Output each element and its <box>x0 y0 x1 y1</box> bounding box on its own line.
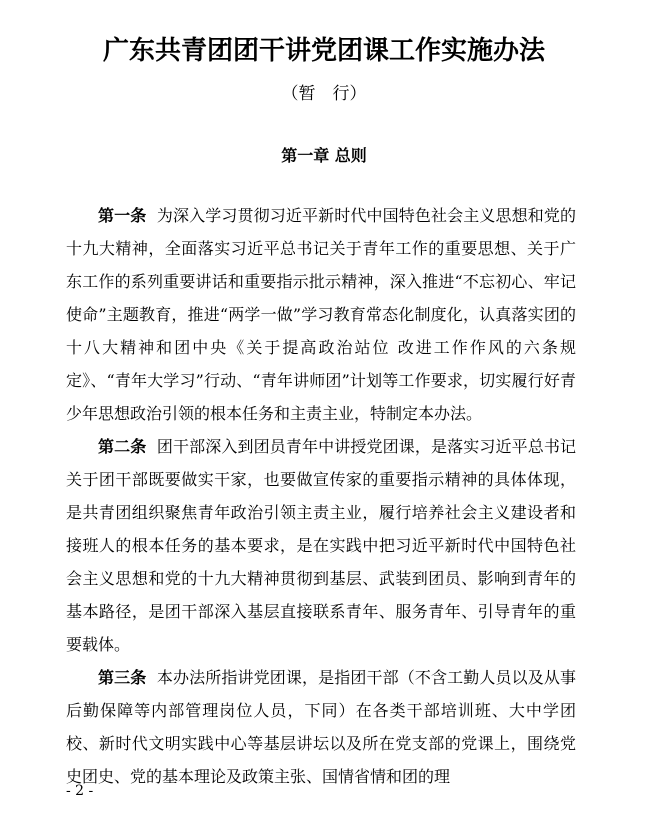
article-text: 为深入学习贯彻习近平新时代中国特色社会主义思想和党的十九大精神，全面落实习近平总书记关于青年工作的重要思想、关于广东工作的系列重要讲话和重要指示批示精神，深入推进“不忘初心、牢记使命”主题教育，推进“两学一做”学习教育常态化制度化，认真落实团的十八大精神和团中央《关于提高政治站位 改进工作作风的六条规定》、“青年大学习”行动、“青年讲师团”计划等工作要求，切实履行好青少年思想政治引领的根本任务和主责主业，特制定本办法。 <box>66 206 576 423</box>
article-3 <box>66 661 576 793</box>
article-number: 第一条 <box>98 206 147 225</box>
article-text: 本办法所指讲党团课，是指团干部（不含工勤人员以及从事后勤保障等内部管理岗位人员，下同）在各类干部培训班、大中学团校、新时代文明实践中心等基层讲坛以及所在党支部的党课上，围绕党史团史、党的基本理论及政策主张、国情省情和团的理 <box>66 668 576 786</box>
article-number: 第二条 <box>98 437 147 456</box>
document-body <box>66 199 576 793</box>
article-1 <box>66 199 576 430</box>
article-text: 团干部深入到团员青年中讲授党团课，是落实习近平总书记关于团干部既要做实干家，也要做宣传家的重要指示精神的具体体现，是共青团组织聚焦青年政治引领主责主业，履行培养社会主义建设者和接班人的根本任务的基本要求，是在实践中把习近平新时代中国特色社会主义思想和党的十九大精神贯彻到基层、武装到团员、影响到青年的基本路径，是团干部深入基层直接联系青年、服务青年、引导青年的重要载体。 <box>66 437 576 654</box>
document-subtitle: （暂 行） <box>281 84 367 104</box>
document-title: 广东共青团团干讲党团课工作实施办法 <box>102 36 545 66</box>
article-number: 第三条 <box>98 668 147 687</box>
article-2 <box>66 430 576 661</box>
chapter-heading: 第一章 总则 <box>281 146 367 165</box>
page-number: - 2 - <box>66 783 94 799</box>
